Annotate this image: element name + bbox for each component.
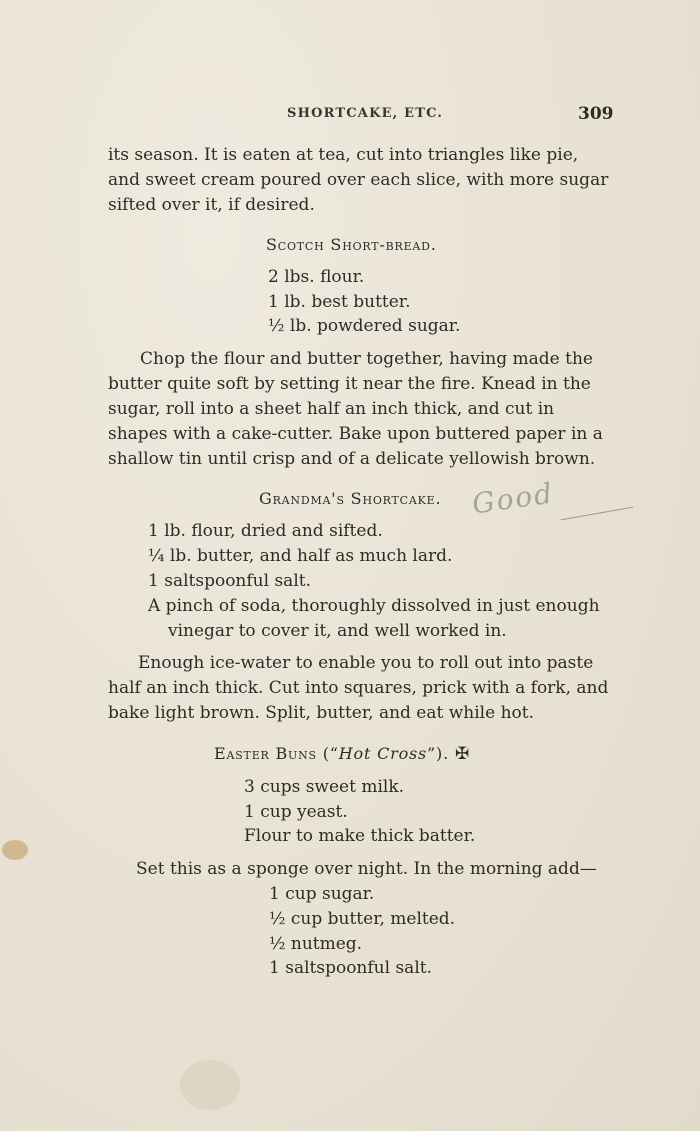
addition-line: ½ cup butter, melted.: [269, 909, 456, 929]
ingredient-line: 3 cups sweet milk.: [244, 777, 405, 797]
intro-line: its season. It is eaten at tea, cut into triangles like pie,: [108, 145, 579, 165]
ingredient-line: 1 cup yeast.: [244, 802, 348, 822]
recipe-title-easter-buns: [214, 742, 470, 766]
handwritten-flourish: [560, 507, 633, 521]
running-head: [0, 104, 700, 128]
page-number: 309: [578, 104, 614, 124]
method-line: Enough ice-water to enable you to roll out into paste: [138, 653, 594, 673]
addition-line: ½ nutmeg.: [269, 934, 363, 954]
ingredient-line: ½ lb. powdered sugar.: [268, 316, 461, 336]
foxing-stain: [180, 1060, 240, 1110]
recipe-title-prefix: Easter Buns (“: [214, 744, 339, 763]
method-line: butter quite soft by setting it near the fire. Knead in the: [108, 374, 591, 394]
ingredient-line: 2 lbs. flour.: [268, 267, 365, 287]
ingredient-line: Flour to make thick batter.: [244, 826, 476, 846]
method-line: shallow tin until crisp and of a delicate yellowish brown.: [108, 449, 596, 469]
addition-line: 1 saltspoonful salt.: [269, 958, 432, 978]
method-line: bake light brown. Split, butter, and eat while hot.: [108, 703, 534, 723]
ingredient-line: A pinch of soda, thoroughly dissolved in just enough: [148, 596, 600, 616]
method-line: Set this as a sponge over night. In the morning add—: [136, 859, 597, 879]
method-line: sugar, roll into a sheet half an inch thick, and cut in: [108, 399, 555, 419]
recipe-title-scotch-shortbread: Scotch Short-bread.: [266, 235, 437, 254]
intro-line: and sweet cream poured over each slice, with more sugar: [108, 170, 609, 190]
recipe-title-grandmas-shortcake: Grandma's Shortcake.: [259, 489, 442, 508]
ingredient-line: ¼ lb. butter, and half as much lard.: [148, 546, 453, 566]
ingredient-line: 1 lb. flour, dried and sifted.: [148, 521, 383, 541]
cross-icon: ✠: [454, 744, 471, 764]
method-line: Chop the flour and butter together, having made the: [140, 349, 593, 369]
running-head-title: SHORTCAKE, ETC.: [287, 106, 444, 121]
recipe-title-italic: Hot Cross: [338, 744, 428, 763]
recipe-title-suffix: ”).: [427, 744, 449, 763]
foxing-stain: [2, 840, 28, 860]
ingredient-line: vinegar to cover it, and well worked in.: [168, 621, 507, 641]
method-line: shapes with a cake-cutter. Bake upon buttered paper in a: [108, 424, 603, 444]
method-line: half an inch thick. Cut into squares, prick with a fork, and: [108, 678, 609, 698]
handwritten-annotation: Good: [470, 476, 556, 521]
ingredient-line: 1 saltspoonful salt.: [148, 571, 311, 591]
ingredient-line: 1 lb. best butter.: [268, 292, 411, 312]
addition-line: 1 cup sugar.: [269, 884, 375, 904]
intro-line: sifted over it, if desired.: [108, 195, 315, 215]
